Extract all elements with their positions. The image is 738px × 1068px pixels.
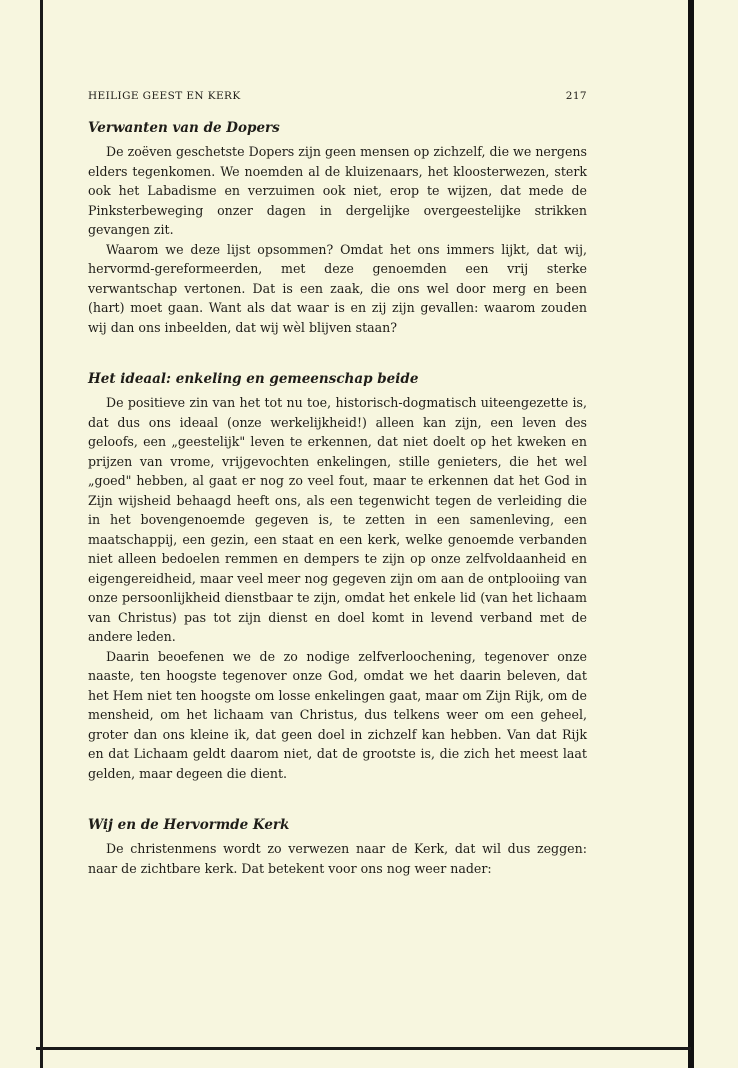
paragraph: Waarom we deze lijst opsommen? Omdat het ons immers lijkt, dat wij, hervormd-gereformeerden, met deze genoemden een vrij sterke verwantschap vertonen. Dat is een zaak, die ons wel door merg en been (hart) moet gaan. Want als dat waar is en zij zijn gevallen: waarom zouden wij dan ons inbeelden, dat wij wèl blijven staan? — [88, 241, 587, 335]
book-page — [88, 90, 587, 878]
page-number: 217 — [565, 90, 587, 102]
paragraph: De zoëven geschetste Dopers zijn geen mensen op zichzelf, die we nergens elders tegenkomen. We noemden al de kluizenaars, het kloosterwezen, sterk ook het Labadisme en verzuimen ook niet, erop te wijzen, dat mede de Pinksterbeweging onzer dagen in dergelijke overgeestelijke strikken gevangen zit. — [88, 144, 587, 237]
section-ideaal — [88, 369, 587, 783]
section-heading: Verwanten van de Dopers — [88, 120, 280, 136]
section-heading: Het ideaal: enkeling en gemeenschap beide — [88, 371, 419, 387]
paragraph: De positieve zin van het tot nu toe, historisch-dogmatisch uiteengezette is, dat dus ons ideaal (onze werkelijkheid!) alleen kan zijn, een leven des geloofs, een „geestelijk" leven te erkennen, dat niet doelt op het kweken en prijzen van vrome, vrijgevochten enkelingen, stille genieters, die het wel „goed" hebben, al gaat er nog zo veel fout, maar te erkennen dat het God in Zijn wijsheid behaagd heeft ons, als een tegenwicht tegen de verleiding die in het bovengenoemde gegeven is, te zetten in een samenleving, een maatschappij, een gezin, een staat en een kerk, welke genoemde verbanden niet alleen bedoelen remmen en dempers te zijn op onze zelfvoldaanheid en eigengereidheid, maar veel meer nog gegeven zijn om aan de ontplooiing van onze persoonlijkheid dienstbaar te zijn, omdat het enkele lid (van het lichaam van Christus) pas tot zijn dienst en doel komt in levend verband met de andere leden. — [88, 395, 587, 644]
section-heading: Wij en de Hervormde Kerk — [88, 817, 290, 833]
running-title: HEILIGE GEEST EN KERK — [88, 90, 241, 102]
paragraph: De christenmens wordt zo verwezen naar de Kerk, dat wil dus zeggen: naar de zichtbare kerk. Dat betekent voor ons nog weer nader: — [88, 841, 587, 876]
scan-edge-right — [688, 0, 694, 1068]
running-header — [88, 90, 587, 108]
scan-edge-left — [40, 0, 43, 1068]
section-verwanten — [88, 118, 587, 337]
paragraph: Daarin beoefenen we de zo nodige zelfverloochening, tegenover onze naaste, ten hoogste tegenover onze God, omdat we het daarin beleven, dat het Hem niet ten hoogste om losse enkelingen gaat, maar om Zijn Rijk, om de mensheid, om het lichaam van Christus, dus telkens weer om een geheel, groter dan ons kleine ik, dat geen doel in zichzelf kan hebben. Van dat Rijk en dat Lichaam geldt daarom niet, dat de grootste is, die zich het meest laat gelden, maar degeen die dient. — [88, 648, 587, 781]
scan-edge-bottom — [36, 1047, 691, 1050]
section-hervormde-kerk — [88, 815, 587, 878]
